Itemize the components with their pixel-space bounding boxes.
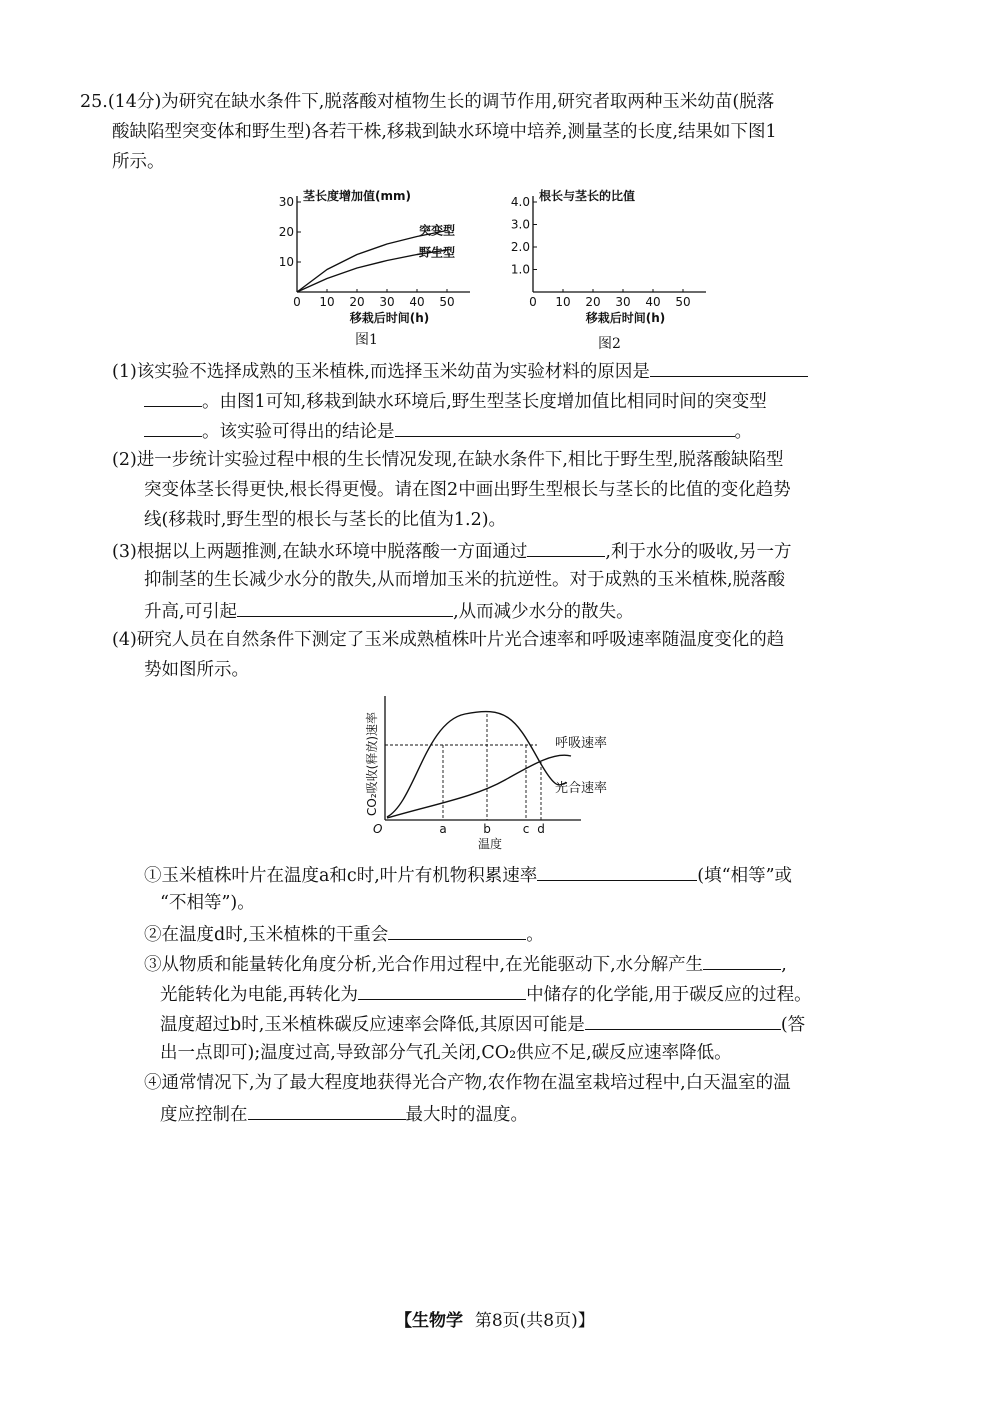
fig1-y-tick-label: 10 xyxy=(278,255,294,269)
sub-2-text-b: 。 xyxy=(526,925,544,945)
sub-4-answer-blank[interactable] xyxy=(248,1101,406,1120)
page-footer xyxy=(395,1306,595,1331)
fig2-y-tick-label: 1.0 xyxy=(510,262,530,277)
fig3-x-tick-label-c: c xyxy=(522,822,530,836)
fig1-series-line-1 xyxy=(297,231,447,293)
part-1-answer-blank-1[interactable] xyxy=(650,358,808,377)
sub-3-line-3 xyxy=(160,1011,805,1037)
sub-4-text-c: 最大时的温度。 xyxy=(405,1105,528,1125)
part-1-text-c: 。该实验可得出的结论是 xyxy=(202,422,395,442)
fig1-x-tick-label: 30 xyxy=(379,295,395,309)
fig2-x-tick-label: 20 xyxy=(585,295,601,309)
fig3-series-label-respiration: 呼吸速率 xyxy=(555,736,608,751)
fig3-curve-respiration xyxy=(387,755,571,818)
fig3-x-axis-label: 温度 xyxy=(477,837,503,851)
part-2-line-1: (2)进一步统计实验过程中根的生长情况发现,在缺水条件下,相比于野生型,脱落酸缺陷型 xyxy=(112,450,784,470)
part-2-line-3: 线(移栽时,野生型的根长与茎长的比值为1.2)。 xyxy=(144,510,507,530)
sub-2-answer-blank[interactable] xyxy=(388,921,526,940)
fig3-y-axis-label: CO₂吸收(释放)速率 xyxy=(365,712,379,816)
sub-3-line-2 xyxy=(160,981,812,1007)
fig2-y-tick-label: 3.0 xyxy=(510,217,530,232)
fig1-series-label-1: 突变型 xyxy=(419,223,456,238)
part-2-line-2: 突变体茎长得更快,根长得更慢。请在图2中画出野生型根长与茎长的比值的变化趋势 xyxy=(144,480,791,500)
sub-3-line-1 xyxy=(144,951,787,977)
part-3-answer-blank-2[interactable] xyxy=(237,598,453,617)
sub-4-text-b: 度应控制在 xyxy=(160,1105,248,1125)
part-4-line-1: (4)研究人员在自然条件下测定了玉米成熟植株叶片光合速率和呼吸速率随温度变化的趋 xyxy=(112,630,785,650)
fig1-y-tick-label: 20 xyxy=(278,225,294,239)
fig3-x-tick-label-a: a xyxy=(439,822,447,836)
part-1-answer-blank-3[interactable] xyxy=(395,418,735,437)
sub-3-line-4: 出一点即可);温度过高,导致部分气孔关闭,CO₂供应不足,碳反应速率降低。 xyxy=(160,1043,732,1063)
question-points: (14分) xyxy=(107,92,162,112)
sub-3-text-a: ③从物质和能量转化角度分析,光合作用过程中,在光能驱动下,水分解产生 xyxy=(144,955,704,975)
sub-3-answer-blank-3[interactable] xyxy=(585,1011,781,1030)
fig2-y-tick-label: 4.0 xyxy=(510,195,530,209)
sub-3-answer-blank-1[interactable] xyxy=(703,951,781,970)
fig1-series-label-2: 野生型 xyxy=(419,245,456,260)
fig1-x-tick-label: 20 xyxy=(349,295,365,309)
sub-1-line-2: “不相等”)。 xyxy=(160,893,255,913)
sub-4-line-1: ④通常情况下,为了最大程度地获得光合产物,农作物在温室栽培过程中,白天温室的温 xyxy=(144,1073,791,1093)
part-1-text-a: (1)该实验不选择成熟的玉米植株,而选择玉米幼苗为实验材料的原因是 xyxy=(112,362,650,382)
figure-2-caption: 图2 xyxy=(598,336,621,352)
sub-2-line-1 xyxy=(144,921,544,947)
fig2-x-tick-label: 50 xyxy=(675,295,691,309)
question-intro-1: 为研究在缺水条件下,脱落酸对植物生长的调节作用,研究者取两种玉米幼苗(脱落 xyxy=(161,92,775,112)
part-3-line-2: 抑制茎的生长减少水分的散失,从而增加玉米的抗逆性。对于成熟的玉米植株,脱落酸 xyxy=(144,570,786,590)
fig2-x-tick-label: 10 xyxy=(555,295,571,309)
fig3-origin-label: O xyxy=(373,822,383,836)
sub-3-text-c: 光能转化为电能,再转化为 xyxy=(160,985,359,1005)
footer-page-number: 第8页(共8页)】 xyxy=(474,1311,595,1331)
fig1-x-tick-label: 0 xyxy=(293,295,301,309)
fig3-series-label-photosynthesis: 光合速率 xyxy=(555,781,608,796)
fig1-y-axis-label: 茎长度增加值(mm) xyxy=(303,189,411,203)
figure-2-chart xyxy=(506,186,706,346)
part-3-line-3 xyxy=(144,598,634,624)
fig1-x-tick-label: 40 xyxy=(409,295,425,309)
sub-1-answer-blank[interactable] xyxy=(537,862,697,881)
part-1-answer-blank-2[interactable] xyxy=(144,418,202,437)
figure-1-caption: 图1 xyxy=(355,332,378,348)
sub-3-text-f: (答 xyxy=(780,1015,806,1035)
fig2-x-axis-label: 移栽后时间(h) xyxy=(585,311,666,325)
part-3-text-b: ,利于水分的吸收,另一方 xyxy=(605,542,792,562)
footer-subject: 【生物学 xyxy=(395,1311,463,1331)
fig1-x-axis-label: 移栽后时间(h) xyxy=(349,311,430,325)
part-1-line-1 xyxy=(112,358,808,384)
sub-2-text-a: ②在温度d时,玉米植株的干重会 xyxy=(144,925,389,945)
part-1-line-3 xyxy=(144,418,752,444)
sub-3-text-e: 温度超过b时,玉米植株碳反应速率会降低,其原因可能是 xyxy=(160,1015,585,1035)
part-3-line-1 xyxy=(112,538,791,564)
fig1-x-tick-label: 50 xyxy=(439,295,455,309)
fig2-y-tick-label: 2.0 xyxy=(510,240,530,254)
question-line-1 xyxy=(80,90,774,114)
fig3-curve-photosynthesis xyxy=(387,712,567,817)
part-4-line-2: 势如图所示。 xyxy=(144,660,249,680)
sub-3-answer-blank-2[interactable] xyxy=(358,981,526,1000)
sub-1-text-a: ①玉米植株叶片在温度a和c时,叶片有机物积累速率 xyxy=(144,866,538,886)
part-3-text-a: (3)根据以上两题推测,在缺水环境中脱落酸一方面通过 xyxy=(112,542,528,562)
sub-1-line-1 xyxy=(144,862,792,888)
fig1-x-tick-label: 10 xyxy=(319,295,335,309)
part-3-answer-blank-1[interactable] xyxy=(527,538,605,557)
question-number: 25. xyxy=(80,92,108,112)
fig2-y-axis-label: 根长与茎长的比值 xyxy=(539,189,636,203)
figure-1-chart xyxy=(272,186,492,346)
figure-3-chart xyxy=(355,692,635,857)
sub-4-line-2 xyxy=(160,1101,528,1127)
question-intro-3: 所示。 xyxy=(112,152,165,172)
part-1-answer-blank-1-cont[interactable] xyxy=(144,388,202,407)
fig1-y-tick-label: 30 xyxy=(278,195,294,209)
sub-3-text-b: , xyxy=(781,955,787,975)
sub-1-text-b: (填“相等”或 xyxy=(697,866,793,886)
question-intro-2: 酸缺陷型突变体和野生型)各若干株,移栽到缺水环境中培养,测量茎的长度,结果如下图1 xyxy=(112,122,777,142)
part-3-text-e: ,从而减少水分的散失。 xyxy=(453,602,634,622)
fig3-x-tick-label-d: d xyxy=(537,822,545,836)
fig2-x-tick-label: 30 xyxy=(615,295,631,309)
part-1-line-2 xyxy=(144,388,767,414)
fig3-x-tick-label-b: b xyxy=(483,822,491,836)
part-1-text-b: 。由图1可知,移栽到缺水环境后,野生型茎长度增加值比相同时间的突变型 xyxy=(202,392,767,412)
part-1-text-d: 。 xyxy=(734,422,752,442)
fig2-x-tick-label: 0 xyxy=(529,295,537,309)
sub-3-text-d: 中储存的化学能,用于碳反应的过程。 xyxy=(526,985,812,1005)
part-3-text-d: 升高,可引起 xyxy=(144,602,238,622)
fig2-x-tick-label: 40 xyxy=(645,295,661,309)
